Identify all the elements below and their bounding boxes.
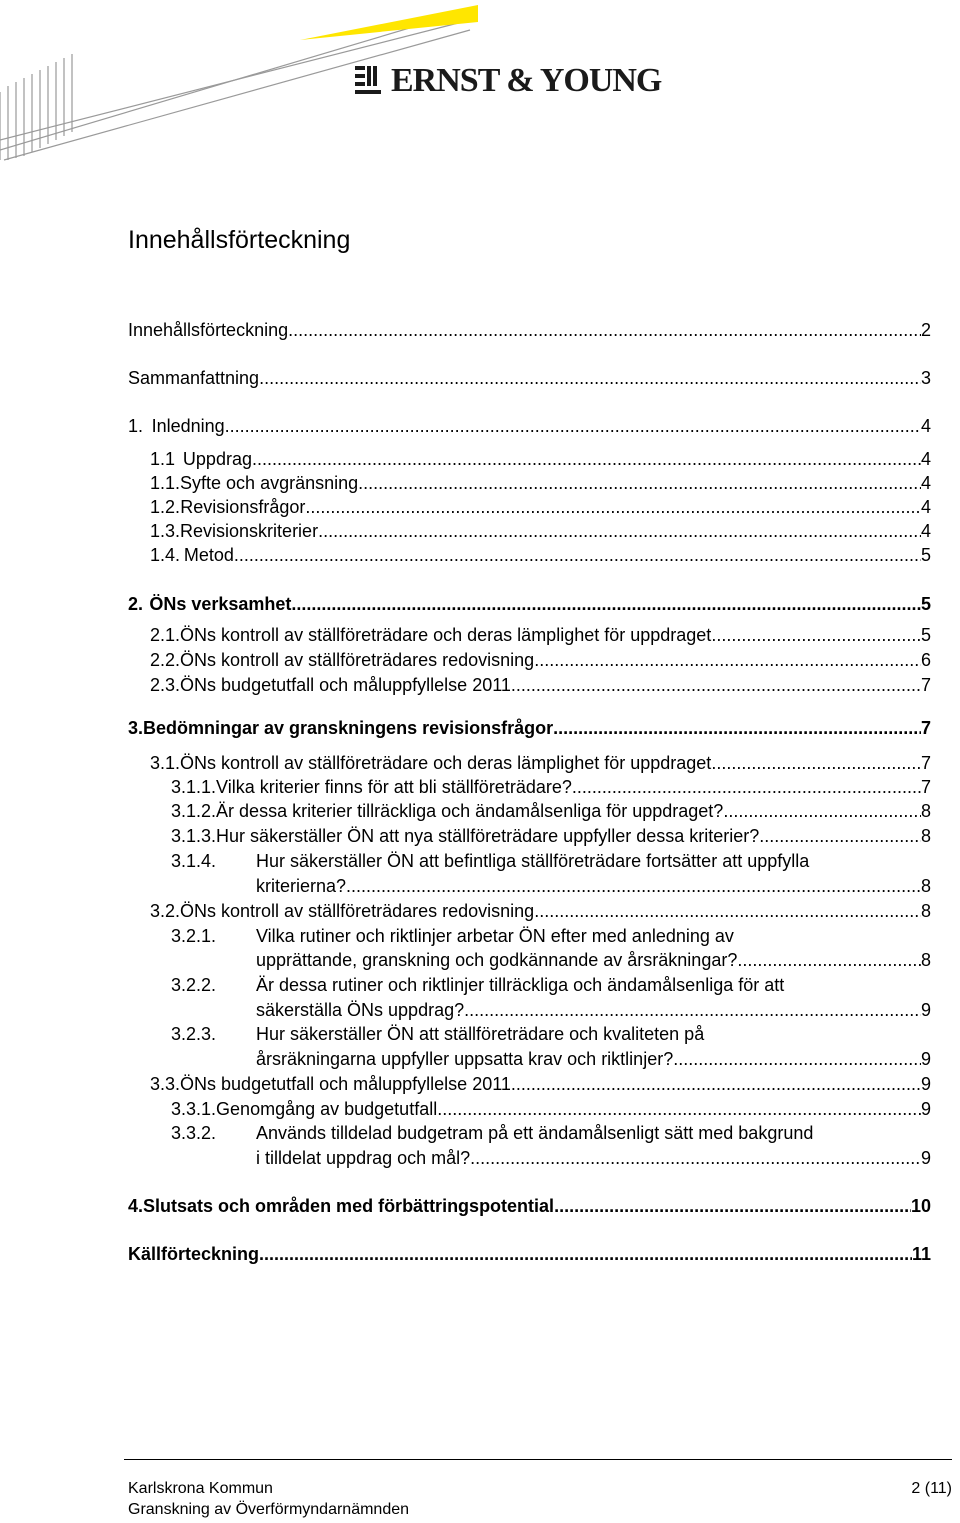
toc-entry[interactable] <box>150 497 931 517</box>
toc-leader-dots <box>291 594 921 614</box>
toc-entry-number: 3.2.3. <box>171 1024 217 1044</box>
toc-entry-continuation[interactable] <box>256 876 931 896</box>
toc-leader-dots <box>358 473 921 493</box>
toc-entry[interactable] <box>150 473 931 493</box>
toc-entry-title: Innehållsförteckning <box>128 320 289 340</box>
toc-entry-number: 1.4. <box>150 545 181 565</box>
toc-leader-dots <box>318 521 921 541</box>
toc-leader-dots <box>673 1049 921 1069</box>
toc-entry-page: 9 <box>920 1000 931 1020</box>
toc-leader-dots <box>464 1000 921 1020</box>
footer-divider <box>124 1459 952 1460</box>
toc-entry-page: 4 <box>920 449 931 469</box>
toc-entry-title-cont: i tilldelat uppdrag och mål? <box>256 1148 471 1168</box>
toc-entry-number: 3. <box>128 718 144 738</box>
toc-entry-page: 11 <box>911 1244 931 1264</box>
footer-page-number: 2 (11) <box>911 1480 952 1497</box>
toc-entry-title: ÖNs budgetutfall och måluppfyllelse 2011 <box>180 675 511 695</box>
toc-leader-dots <box>553 718 921 738</box>
logo-wordmark: ERNST & YOUNG <box>391 62 662 99</box>
toc-entry[interactable] <box>150 901 931 921</box>
toc-entry-page: 7 <box>920 777 931 797</box>
toc-entry-continuation[interactable] <box>256 1049 931 1069</box>
toc-entry-page: 4 <box>920 473 931 493</box>
toc-entry-title: Hur säkerställer ÖN att befintliga ställföreträdare fortsätter att uppfylla <box>256 851 810 871</box>
toc-entry-page: 9 <box>920 1099 931 1119</box>
toc-entry-page: 7 <box>920 675 931 695</box>
toc-entry-number: 3.3.1. <box>171 1099 217 1119</box>
toc-entry-page: 2 <box>920 320 931 340</box>
toc-entry[interactable] <box>150 521 931 541</box>
toc-entry[interactable] <box>150 675 931 695</box>
toc-entry-page: 6 <box>920 650 931 670</box>
toc-entry-title-cont: kriterierna? <box>256 876 347 896</box>
toc-entry[interactable] <box>150 545 931 565</box>
toc-entry-page: 5 <box>920 594 931 614</box>
toc-entry-title: ÖNs kontroll av ställföreträdare och deras lämplighet för uppdraget <box>180 753 712 773</box>
footer-subtitle: Granskning av Överförmyndarnämnden <box>128 1501 410 1518</box>
toc-entry-title: Hur säkerställer ÖN att nya ställföreträdare uppfyller dessa kriterier? <box>216 826 760 846</box>
toc-entry-number: 3.1.4. <box>171 851 217 871</box>
toc-entry-title: Syfte och avgränsning <box>180 473 359 493</box>
toc-leader-dots <box>534 650 921 670</box>
toc-leader-dots <box>288 320 921 340</box>
toc-entry-continuation[interactable] <box>256 950 931 970</box>
toc-entry-title: ÖNs kontroll av ställföreträdare och deras lämplighet för uppdraget <box>180 625 712 645</box>
toc-entry-page: 8 <box>920 826 931 846</box>
toc-entry-number: 3.1.1. <box>171 777 217 797</box>
toc-entry[interactable] <box>171 1123 813 1143</box>
toc-entry-title: Är dessa kriterier tillräckliga och ändamålsenliga för uppdraget? <box>216 801 724 821</box>
toc-entry-number: 2. <box>128 594 144 614</box>
toc-entry[interactable] <box>128 594 931 614</box>
toc-entry-number: 1.1. <box>150 473 181 493</box>
toc-entry-title: Är dessa rutiner och riktlinjer tillräckliga och ändamålsenliga för att <box>256 975 785 995</box>
toc-entry-number: 2.2. <box>150 650 181 670</box>
toc-entry-title: ÖNs kontroll av ställföreträdares redovisning <box>180 650 535 670</box>
toc-entry[interactable] <box>128 718 931 738</box>
toc-entry[interactable] <box>171 975 784 995</box>
toc-leader-dots <box>259 368 921 388</box>
toc-entry-title: Uppdrag <box>182 449 252 469</box>
toc-entry-page: 5 <box>920 545 931 565</box>
footer-org: Karlskrona Kommun <box>128 1480 273 1497</box>
toc-entry-number: 3.2.2. <box>171 975 217 995</box>
toc-entry[interactable] <box>171 926 734 946</box>
toc-entry-title: Hur säkerställer ÖN att ställföreträdare och kvaliteten på <box>256 1024 705 1044</box>
toc-leader-dots <box>554 1196 911 1216</box>
toc-entry[interactable] <box>150 1074 931 1094</box>
toc-leader-dots <box>225 416 921 436</box>
toc-entry[interactable] <box>171 1099 931 1119</box>
toc-entry-page: 8 <box>920 950 931 970</box>
toc-leader-dots <box>737 950 921 970</box>
toc-leader-dots <box>259 1244 912 1264</box>
toc-entry-continuation[interactable] <box>256 1000 931 1020</box>
toc-leader-dots <box>711 753 921 773</box>
toc-entry[interactable] <box>171 1024 704 1044</box>
toc-entry[interactable] <box>171 851 809 871</box>
toc-entry-number: 1.1 <box>150 449 176 469</box>
toc-leader-dots <box>511 675 921 695</box>
toc-leader-dots <box>234 545 921 565</box>
toc-entry-number: 3.2. <box>150 901 181 921</box>
toc-entry-title: Inledning <box>151 416 225 436</box>
toc-entry-page: 9 <box>920 1148 931 1168</box>
toc-entry-number: 3.3. <box>150 1074 181 1094</box>
toc-entry[interactable] <box>150 753 931 773</box>
toc-entry-page: 4 <box>920 416 931 436</box>
toc-entry-title-cont: årsräkningarna uppfyller uppsatta krav och riktlinjer? <box>256 1049 674 1069</box>
toc-entry-page: 8 <box>920 801 931 821</box>
toc-entry[interactable] <box>150 650 931 670</box>
toc-leader-dots <box>305 497 921 517</box>
toc-entry-title-cont: upprättande, granskning och godkännande av årsräkningar? <box>256 950 738 970</box>
toc-entry-number: 1.2. <box>150 497 181 517</box>
toc-entry-page: 10 <box>910 1196 931 1216</box>
toc-entry-page: 8 <box>920 901 931 921</box>
toc-entry-page: 4 <box>920 497 931 517</box>
toc-entry-number: 2.1. <box>150 625 181 645</box>
toc-entry-page: 7 <box>920 718 931 738</box>
toc-entry-title: Metod <box>183 545 234 565</box>
toc-entry-title-cont: säkerställa ÖNs uppdrag? <box>256 1000 465 1020</box>
toc-leader-dots <box>470 1148 921 1168</box>
toc-entry-page: 9 <box>920 1074 931 1094</box>
logo-mark-icon <box>355 66 389 100</box>
toc-entry-title: Genomgång av budgetutfall <box>216 1099 438 1119</box>
toc-entry-number: 3.2.1. <box>171 926 217 946</box>
toc-entry-continuation[interactable] <box>256 1148 931 1168</box>
toc-entry-page: 5 <box>920 625 931 645</box>
toc-leader-dots <box>346 876 921 896</box>
toc-entry-title: ÖNs kontroll av ställföreträdares redovisning <box>180 901 535 921</box>
toc-entry-title: Revisionskriterier <box>180 521 319 541</box>
toc-entry-page: 7 <box>920 753 931 773</box>
toc-leader-dots <box>437 1099 921 1119</box>
toc-leader-dots <box>711 625 921 645</box>
page-title: Innehållsförteckning <box>128 226 351 254</box>
toc-entry[interactable] <box>128 368 931 388</box>
toc-entry-page: 3 <box>920 368 931 388</box>
toc-entry[interactable] <box>150 625 931 645</box>
toc-entry-title: Vilka kriterier finns för att bli ställföreträdare? <box>216 777 572 797</box>
toc-entry[interactable] <box>128 1196 931 1216</box>
toc-leader-dots <box>723 801 921 821</box>
toc-entry-title: Källförteckning <box>128 1244 260 1264</box>
toc-entry-title: ÖNs verksamhet <box>149 594 292 614</box>
toc-entry-page: 4 <box>920 521 931 541</box>
toc-entry-title: Används tilldelad budgetram på ett ändamålsenligt sätt med bakgrund <box>256 1123 814 1143</box>
toc-leader-dots <box>252 449 921 469</box>
toc-entry[interactable] <box>150 449 931 469</box>
toc-leader-dots <box>511 1074 921 1094</box>
toc-entry-number: 3.3.2. <box>171 1123 217 1143</box>
toc-entry-number: 3.1.3. <box>171 826 217 846</box>
toc-entry[interactable] <box>171 826 931 846</box>
toc-entry[interactable] <box>128 1244 931 1264</box>
toc-entry-number: 1. <box>128 416 144 436</box>
toc-leader-dots <box>534 901 921 921</box>
toc-entry-page: 8 <box>920 876 931 896</box>
toc-entry-title: Bedömningar av granskningens revisionsfrågor <box>143 718 554 738</box>
ernst-young-logo <box>355 62 662 102</box>
toc-entry[interactable] <box>171 801 931 821</box>
toc-entry-number: 1.3. <box>150 521 181 541</box>
toc-entry-title: Vilka rutiner och riktlinjer arbetar ÖN efter med anledning av <box>256 926 734 946</box>
toc-leader-dots <box>759 826 921 846</box>
toc-entry-page: 9 <box>920 1049 931 1069</box>
toc-entry-number: 2.3. <box>150 675 181 695</box>
toc-entry[interactable] <box>171 777 931 797</box>
toc-entry-title: Revisionsfrågor <box>180 497 306 517</box>
toc-entry-title: Sammanfattning <box>128 368 260 388</box>
toc-entry[interactable] <box>128 320 931 340</box>
toc-leader-dots <box>572 777 921 797</box>
toc-entry-title: Slutsats och områden med förbättringspotential <box>143 1196 555 1216</box>
toc-entry-number: 3.1. <box>150 753 181 773</box>
toc-entry[interactable] <box>128 416 931 436</box>
toc-entry-number: 3.1.2. <box>171 801 217 821</box>
toc-entry-number: 4. <box>128 1196 144 1216</box>
toc-entry-title: ÖNs budgetutfall och måluppfyllelse 2011 <box>180 1074 511 1094</box>
